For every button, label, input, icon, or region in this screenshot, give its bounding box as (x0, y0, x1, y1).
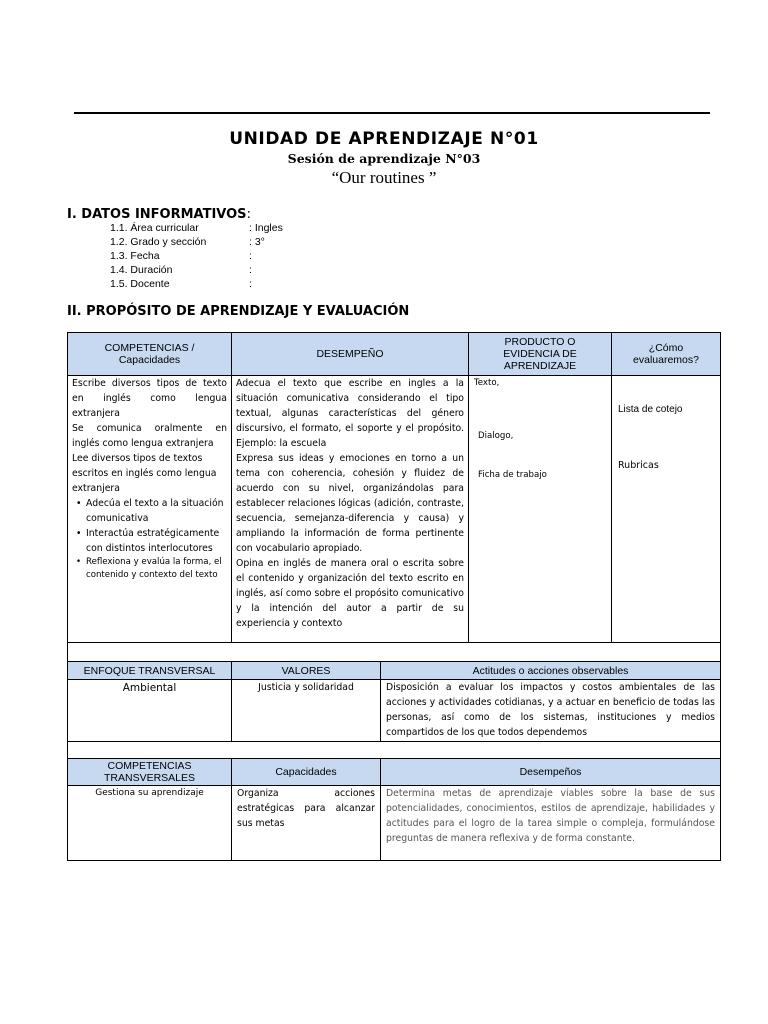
transversal-desempeno: Determina metas de aprendizaje viables sobre la base de sus potencialidades, conocimientos, estilos de aprendizaje, habilidades y actitudes para el logro de la tarea simple o compleja, formulándose preguntas de manera reflexiva y de forma constante. (381, 786, 721, 861)
header-comp-transversales: COMPETENCIAS TRANSVERSALES (68, 759, 232, 786)
header-valores: VALORES (232, 662, 381, 680)
spacer-row (68, 643, 721, 662)
evaluacion-item: Rubricas (618, 460, 659, 471)
competencias-cell (68, 376, 232, 643)
desempeno-item: Adecua el texto que escribe en ingles a la situación comunicativa considerando el tipo textual, algunas características del género discursivo, el formato, el soporte y el propósito. Ejemplo: la escuela (236, 378, 464, 449)
producto-item: Texto, (474, 378, 500, 388)
proposito-heading: II. PROPÓSITO DE APRENDIZAJE Y EVALUACIÓN (67, 304, 410, 319)
transversal-competencia: Gestiona su aprendizaje (68, 786, 232, 861)
header-actitudes: Actitudes o acciones observables (381, 662, 721, 680)
unit-title: UNIDAD DE APRENDIZAJE N°01 (229, 129, 539, 149)
enfoque-actitudes: Disposición a evaluar los impactos y costos ambientales de las acciones y actividades cotidianas, y a actuar en beneficio de todas las personas, así como de los sistemas, instituciones y medios compartidos de los que todos dependemos (381, 680, 721, 742)
header-evaluacion: ¿Cómo evaluaremos? (612, 333, 721, 376)
desempeno-item: Opina en inglés de manera oral o escrita sobre el contenido y organización del texto escrito en inglés, así como sobre el propósito comunicativo y la intención del autor a partir de su experiencia y contexto (236, 558, 464, 629)
evaluacion-item: Lista de cotejo (618, 404, 683, 415)
header-desempeno: DESEMPEÑO (232, 333, 469, 376)
header-desempenos: Desempeños (381, 759, 721, 786)
competencia-item: Se comunica oralmente en inglés como lengua extranjera (72, 423, 227, 449)
spacer-row (68, 742, 721, 759)
enfoque-valores: Justicia y solidaridad (232, 680, 381, 742)
capacidad-item: • Interactúa estratégicamente con distintos interlocutores (72, 526, 227, 556)
competencia-item: Lee diversos tipos de textos escritos en inglés como lengua extranjera (72, 453, 217, 494)
producto-item: Dialogo, (478, 431, 514, 441)
desempeno-item: Expresa sus ideas y emociones en torno a un tema con coherencia, cohesión y fluidez de acuerdo con su nivel, organizándolas para establecer relaciones lógicas (adición, contraste, secuencia, semejanza-diferencia y causa) y ampliando la información de forma pertinente con vocabulario apropiado. (236, 453, 464, 554)
enfoque-name: Ambiental (68, 680, 232, 742)
proposito-table (67, 332, 721, 643)
session-title: “Our routines ” (331, 168, 437, 187)
producto-cell (469, 376, 612, 643)
transversal-capacidad: Organiza acciones estratégicas para alcanzar sus metas (232, 786, 381, 861)
session-subtitle: Sesión de aprendizaje N°03 (287, 151, 481, 166)
datos-heading: I. DATOS INFORMATIVOS: (67, 207, 251, 222)
evaluacion-cell (612, 376, 721, 643)
desempeno-cell (232, 376, 469, 643)
header-rule (74, 112, 710, 114)
header-enfoque: ENFOQUE TRANSVERSAL (68, 662, 232, 680)
capacidad-item: • Reflexiona y evalúa la forma, el contenido y contexto del texto (72, 556, 227, 582)
transversales-table (67, 758, 721, 861)
header-producto: PRODUCTO O EVIDENCIA DE APRENDIZAJE (469, 333, 612, 376)
capacidad-item: • Adecúa el texto a la situación comunicativa (72, 496, 227, 526)
header-competencias: COMPETENCIAS / Capacidades (68, 333, 232, 376)
enfoque-table (67, 642, 721, 759)
header-capacidades: Capacidades (232, 759, 381, 786)
competencia-item: Escribe diversos tipos de texto en inglés como lengua extranjera (72, 378, 227, 419)
producto-item: Ficha de trabajo (478, 470, 547, 480)
